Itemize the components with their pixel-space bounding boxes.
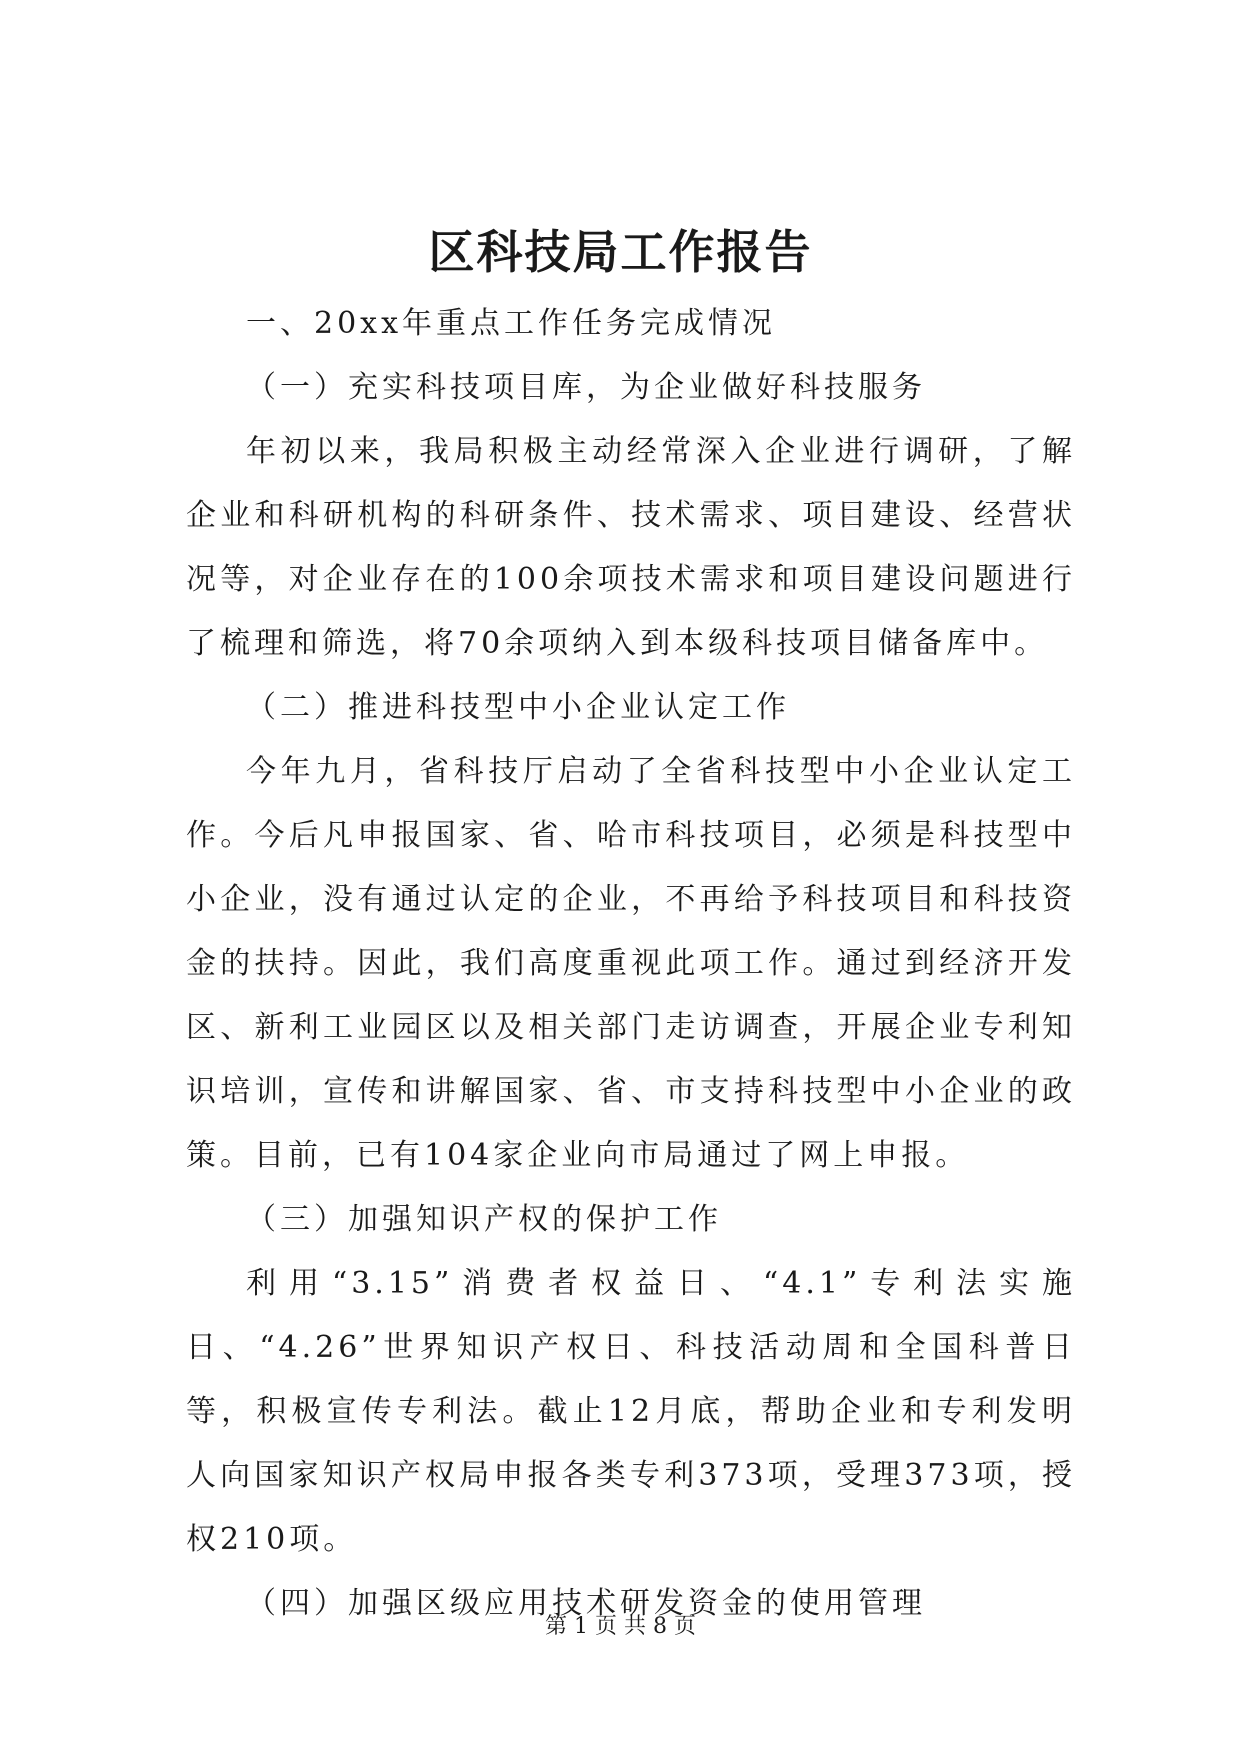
document-body	[186, 292, 1076, 1636]
document-title: 区科技局工作报告	[428, 225, 813, 279]
body-paragraph: 利用“3.15”消费者权益日、“4.1”专利法实施日、“4.26”世界知识产权日、科技活动周和全国科普日等，积极宣传专利法。截止12月底，帮助企业和专利发明人向国家知识产权局申报各类专利373项，受理373项，授权210项。	[186, 1266, 1076, 1557]
subsection-heading: （一）充实科技项目库，为企业做好科技服务	[246, 370, 926, 405]
subsection-heading: （四）加强区级应用技术研发资金的使用管理	[246, 1586, 926, 1621]
subsection-heading: （二）推进科技型中小企业认定工作	[246, 690, 790, 725]
section-heading: 一、20xx年重点工作任务完成情况	[246, 306, 777, 341]
body-paragraph: 今年九月，省科技厅启动了全省科技型中小企业认定工作。今后凡申报国家、省、哈市科技项目，必须是科技型中小企业，没有通过认定的企业，不再给予科技项目和科技资金的扶持。因此，我们高度重视此项工作。通过到经济开发区、新利工业园区以及相关部门走访调查，开展企业专利知识培训，宣传和讲解国家、省、市支持科技型中小企业的政策。目前，已有104家企业向市局通过了网上申报。	[186, 754, 1076, 1173]
page-footer: 第 1 页 共 8 页	[545, 1614, 696, 1639]
body-paragraph: 年初以来，我局积极主动经常深入企业进行调研，了解企业和科研机构的科研条件、技术需求、项目建设、经营状况等，对企业存在的100余项技术需求和项目建设问题进行了梳理和筛选，将70余项纳入到本级科技项目储备库中。	[186, 434, 1076, 661]
subsection-heading: （三）加强知识产权的保护工作	[246, 1202, 722, 1237]
